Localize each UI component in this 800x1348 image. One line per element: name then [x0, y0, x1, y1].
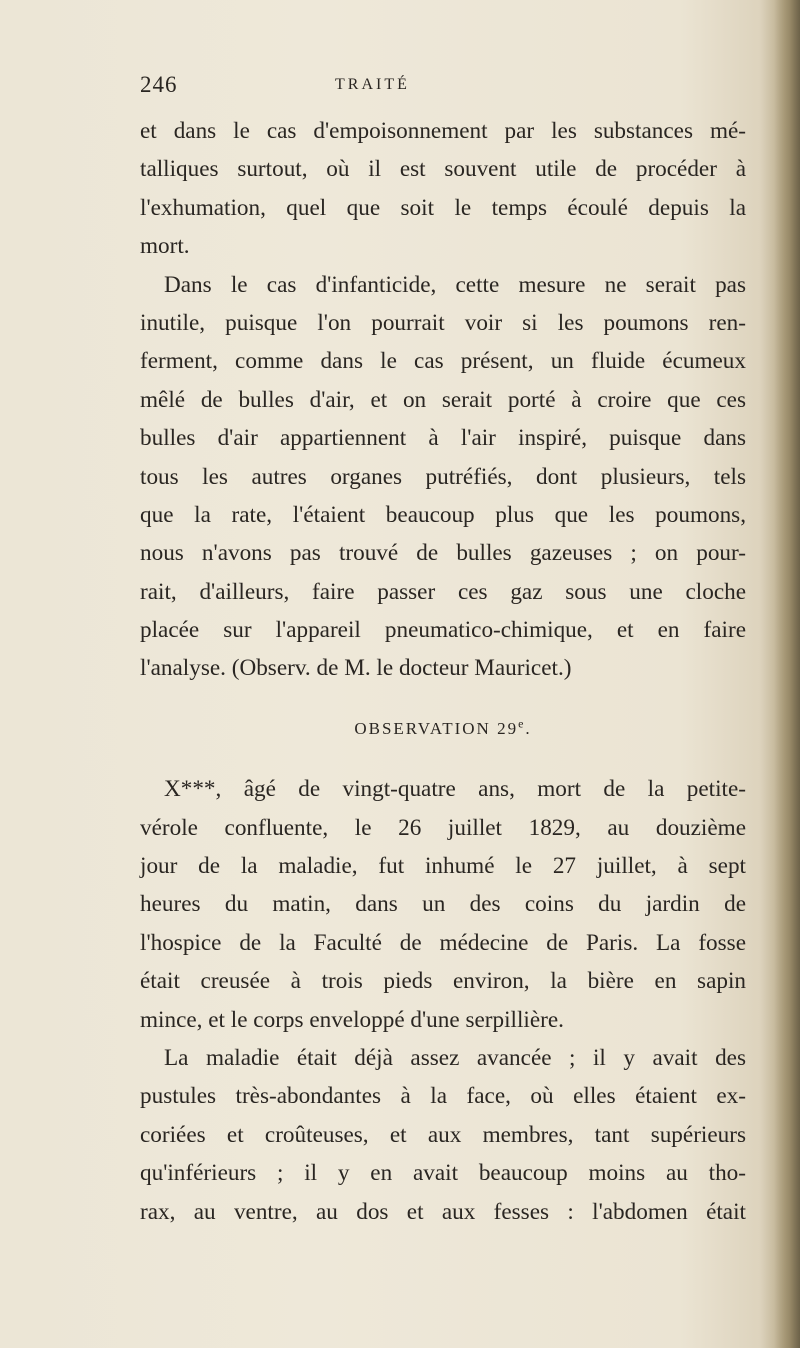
text-line: Dans le cas d'infanticide, cette mesure ne serait pas	[164, 271, 746, 298]
page-header	[140, 72, 760, 108]
text-line: mort.	[140, 233, 190, 260]
text-line: heures du matin, dans un des coins du jardin de	[140, 891, 746, 918]
text-line: mêlé de bulles d'air, et on serait porté à croire que ces	[140, 386, 746, 413]
page-gutter-shadow	[774, 0, 800, 1348]
text-line: La maladie était déjà assez avancée ; il y avait des	[164, 1044, 746, 1071]
text-line: tous les autres organes putréfiés, dont plusieurs, tels	[140, 463, 746, 490]
observation-heading-text: OBSERVATION 29	[354, 718, 519, 738]
text-line: qu'inférieurs ; il y en avait beaucoup moins au tho-	[140, 1160, 746, 1187]
text-line: mince, et le corps enveloppé d'une serpillière.	[140, 1006, 564, 1033]
text-line: rax, au ventre, au dos et aux fesses : l'abdomen était	[140, 1198, 746, 1225]
paragraph-4	[140, 1039, 746, 1231]
page-number: 246	[140, 72, 178, 97]
paragraph-1	[140, 112, 746, 266]
text-line: l'analyse. (Observ. de M. le docteur Mauricet.)	[140, 655, 572, 682]
text-line: inutile, puisque l'on pourrait voir si les poumons ren-	[140, 309, 746, 336]
text-line: et dans le cas d'empoisonnement par les substances mé-	[140, 118, 746, 144]
paragraph-3	[140, 770, 746, 1039]
text-line: nous n'avons pas trouvé de bulles gazeuses ; on pour-	[140, 540, 746, 567]
text-line: vérole confluente, le 26 juillet 1829, au douzième	[140, 814, 746, 841]
text-line: talliques surtout, où il est souvent utile de procéder à	[140, 156, 746, 183]
text-line: bulles d'air appartiennent à l'air inspiré, puisque dans	[140, 425, 746, 452]
text-line: était creusée à trois pieds environ, la bière en sapin	[140, 968, 746, 995]
text-line: ferment, comme dans le cas présent, un fluide écumeux	[140, 348, 746, 375]
running-title: TRAITÉ	[335, 76, 410, 93]
text-line: placée sur l'appareil pneumatico-chimique, et en faire	[140, 617, 746, 644]
text-line: que la rate, l'étaient beaucoup plus que les poumons,	[140, 501, 746, 528]
paragraph-2	[140, 266, 746, 688]
text-line: pustules très-abondantes à la face, où elles étaient ex-	[140, 1083, 746, 1110]
text-body	[140, 112, 746, 1231]
text-line: jour de la maladie, fut inhumé le 27 juillet, à sept	[140, 853, 746, 880]
text-line: l'hospice de la Faculté de médecine de Paris. La fosse	[140, 929, 746, 956]
text-line: l'exhumation, quel que soit le temps écoulé depuis la	[140, 194, 746, 221]
observation-heading	[140, 710, 746, 748]
text-line: X***, âgé de vingt-quatre ans, mort de la petite-	[164, 776, 746, 803]
observation-heading-superscript: e	[518, 716, 526, 731]
observation-heading-period: .	[525, 718, 532, 738]
text-line: coriées et croûteuses, et aux membres, tant supérieurs	[140, 1121, 746, 1148]
text-line: rait, d'ailleurs, faire passer ces gaz sous une cloche	[140, 578, 746, 605]
